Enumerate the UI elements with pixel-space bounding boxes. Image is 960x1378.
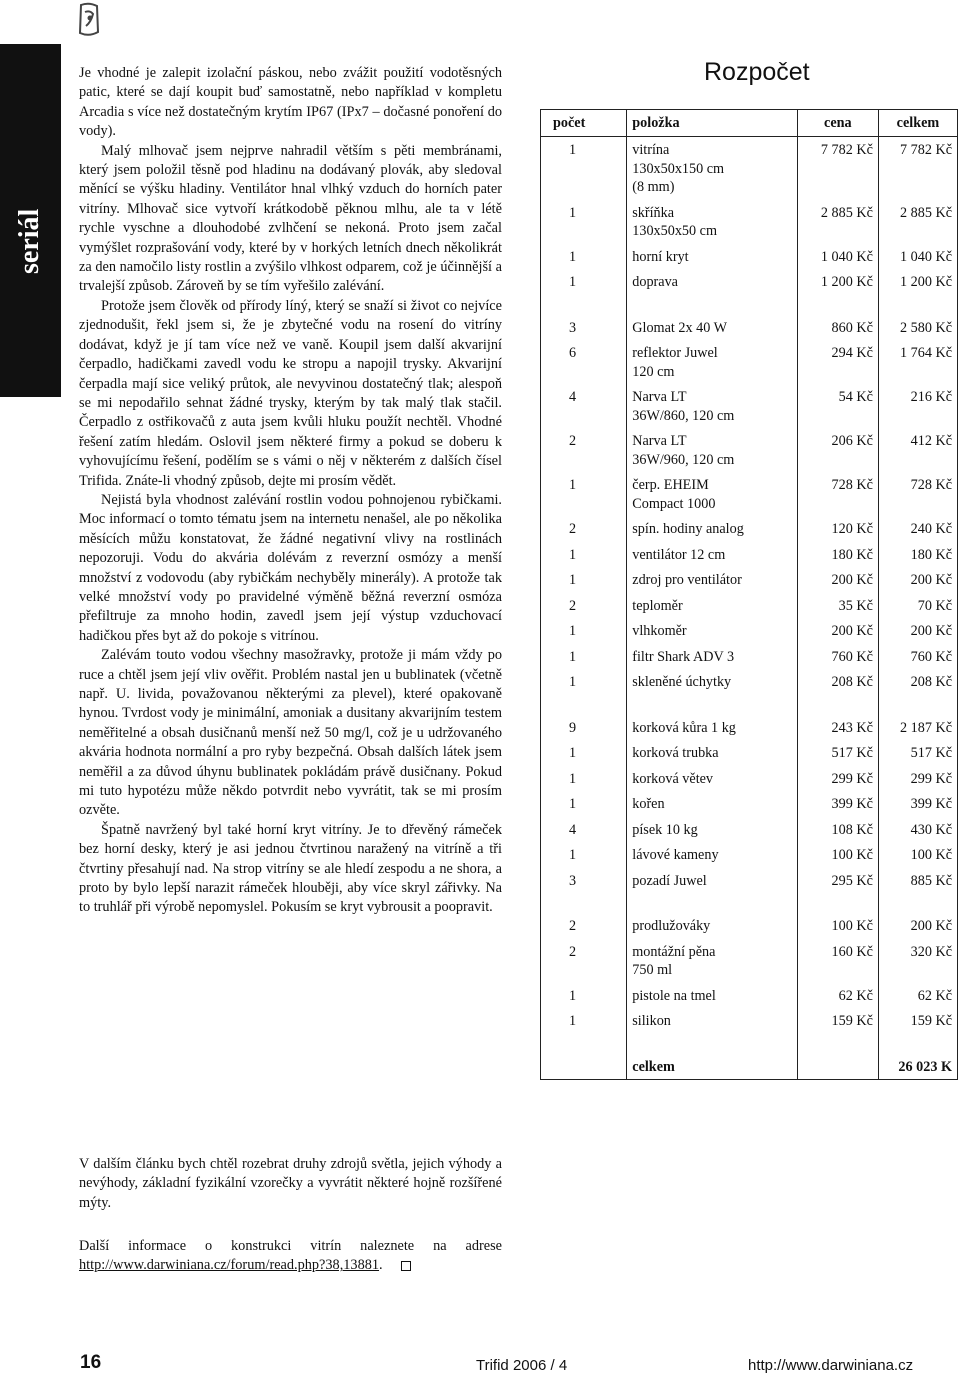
budget-row — [541, 715, 958, 741]
row-total: 62 Kč — [878, 983, 957, 1009]
row-count: 1 — [541, 618, 627, 644]
row-item — [627, 542, 797, 568]
article-paragraph: Špatně navržený byl také horní kryt vitríny. Je to dřevěný rámeček bez horní desky, který je asi jednou čtvrtinou naražený na vitríně a tři čtvrtiny přesahují nad. Na strop vitríny se ale hledí zespodu a ne shora, a proto by bylo lepší narazit rámeček hlouběji, aby více skryl zářivky. Na to truhlář při výrobě nepomyslel. Pokusím se kryt vybrousit a poopravit. — [79, 821, 502, 916]
spacer-cell — [797, 295, 878, 315]
section-tab-label: seriál — [14, 208, 45, 274]
row-count: 1 — [541, 791, 627, 817]
row-total: 1 040 Kč — [878, 244, 957, 270]
row-count: 1 — [541, 472, 627, 516]
row-count: 6 — [541, 340, 627, 384]
row-price: 7 782 Kč — [797, 137, 878, 200]
header-count: počet — [541, 110, 627, 137]
row-count: 1 — [541, 244, 627, 270]
article-paragraph: Protože jsem člověk od přírody líný, který se snaží si život co nejvíce zjednodušit, řekl jsem si, že je zbytečné vodu na rosení do vitríny dodávat, když je jí tam více než ve vaně. Koupil jsem další akvarijní čerpadlo, hadičkami zavedl vodu ke stropu a napojil trysky. Akvarijní čerpadla mají sice veliký průtok, ale nevyvinou dostatečný tlak; alespoň se mi nepodařilo sehnat žádné trysky, kterým by tak malý tlak stačil. Čerpadlo z ostřikovačů z auta jsem kvůli hluku použít nechtěl. Vhodné řešení zatím hledám. Oslovil jsem některé firmy a pokud se doberu k vyhovujícímu řešení, podělím se s vámi o něj v některém z dalších čísel Trifida. Znáte-li vhodný způsob, dejte mi prosím vědět. — [79, 297, 502, 489]
row-count: 2 — [541, 593, 627, 619]
section-tab — [0, 44, 61, 397]
row-count: 9 — [541, 715, 627, 741]
row-total: 200 Kč — [878, 567, 957, 593]
row-item — [627, 868, 797, 894]
spacer-cell — [627, 295, 797, 315]
budget-row — [541, 817, 958, 843]
row-count: 2 — [541, 516, 627, 542]
row-total: 240 Kč — [878, 516, 957, 542]
row-item-line: zdroj pro ventilátor — [632, 572, 742, 588]
budget-row — [541, 428, 958, 472]
row-item-line: horní kryt — [632, 248, 689, 265]
row-total: 728 Kč — [878, 472, 957, 516]
row-item — [627, 516, 797, 542]
row-price: 180 Kč — [797, 542, 878, 568]
budget-row — [541, 842, 958, 868]
trifid-logo-icon — [76, 2, 102, 38]
budget-row — [541, 913, 958, 939]
row-total: 70 Kč — [878, 593, 957, 619]
budget-row — [541, 618, 958, 644]
row-item — [627, 567, 797, 593]
spacer-cell — [878, 893, 957, 913]
spacer-cell — [541, 295, 627, 315]
spacer-cell — [878, 295, 957, 315]
row-total: 180 Kč — [878, 542, 957, 568]
row-price: 1 200 Kč — [797, 269, 878, 295]
row-item — [627, 269, 797, 295]
budget-row — [541, 644, 958, 670]
sum-total: 26 023 K — [878, 1054, 957, 1080]
article-paragraph: Nejistá byla vhodnost zalévání rostlin vodou pohnojenou rybičkami. Moc informací o tomto tématu jsem na internetu nenašel, ale po několika měsících můžu konstatovat, že žádné negativní vlivy na rostlinách nepozoruji. Vodu do akvária dolévám z reverzní osmózy a menší množství z vodovodu (aby rybičkám nechyběly minerály). A protože tak velké množství vody po pravidelné výměně běžná reverzní osmóza přefiltruje za mnoho hodin, zavedl jsem její výstup vzduchovací hadičkou přes byt až do pokoje s vitrínou. — [79, 491, 502, 644]
row-item-line: teploměr — [632, 597, 683, 614]
budget-row — [541, 472, 958, 516]
row-item — [627, 244, 797, 270]
budget-row — [541, 791, 958, 817]
article-body — [79, 64, 502, 918]
row-price: 243 Kč — [797, 715, 878, 741]
row-item-line: prodlužováky — [632, 918, 711, 934]
budget-row — [541, 939, 958, 983]
row-item — [627, 340, 797, 384]
row-total: 430 Kč — [878, 817, 957, 843]
budget-row — [541, 269, 958, 295]
row-total: 885 Kč — [878, 868, 957, 894]
row-item-line: 130x50x150 cm — [632, 160, 725, 177]
row-total: 320 Kč — [878, 939, 957, 983]
sum-label: celkem — [627, 1054, 797, 1080]
spacer-cell — [627, 1034, 797, 1054]
row-item — [627, 137, 797, 200]
budget-row — [541, 516, 958, 542]
row-price: 159 Kč — [797, 1008, 878, 1034]
row-item-line: 130x50x50 cm — [632, 223, 717, 239]
spacer-cell — [797, 1034, 878, 1054]
sum-price — [797, 1054, 878, 1080]
row-item — [627, 200, 797, 244]
budget-row — [541, 200, 958, 244]
row-item-line: pistole na tmel — [632, 987, 716, 1004]
budget-row — [541, 593, 958, 619]
row-item — [627, 791, 797, 817]
more-info-paragraph — [79, 1237, 502, 1276]
row-price: 108 Kč — [797, 817, 878, 843]
row-price: 1 040 Kč — [797, 244, 878, 270]
row-item-line: 36W/860, 120 cm — [632, 407, 735, 424]
row-count: 1 — [541, 766, 627, 792]
budget-row — [541, 766, 958, 792]
row-total: 299 Kč — [878, 766, 957, 792]
magazine-issue: Trifid 2006 / 4 — [476, 1357, 568, 1374]
spacer-cell — [797, 695, 878, 715]
spacer-cell — [797, 893, 878, 913]
row-price: 2 885 Kč — [797, 200, 878, 244]
article-paragraph: Zalévám touto vodou všechny masožravky, protože ji mám vždy po ruce a chtěl jsem její vliv ověřit. Problém nastal jen u bublinatek (včetně např. U. livida, považovanou některými za plevel), které opakovaně hynou. Tvrdost vody je minimální, amoniak a dusitany akvarijním testem neměřitelné a obsah dusičnanů menší než 50 mg/l, což je u udržovaného akvária hodnota normální a pro ryby bezpečná. Obsah dalších látek jsem neměřil a za důvod úhynu bublinatek pokládám právě dusičnany. Pokud mi tuto hypotézu může někdo potvrdit nebo vyvrátit, tak se mi prosím ozvěte. — [79, 647, 502, 819]
budget-row — [541, 567, 958, 593]
row-price: 54 Kč — [797, 384, 878, 428]
row-item — [627, 842, 797, 868]
row-total: 517 Kč — [878, 740, 957, 766]
budget-spacer-row — [541, 695, 958, 715]
row-count: 1 — [541, 740, 627, 766]
row-total: 7 782 Kč — [878, 137, 957, 200]
row-item — [627, 766, 797, 792]
sum-count — [541, 1054, 627, 1080]
row-item — [627, 384, 797, 428]
budget-spacer-row — [541, 1034, 958, 1054]
article-paragraph: Malý mlhovač jsem nejprve nahradil větším s pěti membránami, který jsem položil těsně pod hladinu na dodávaný plovák, aby sledoval měnící se výšku hladiny. Ventilátor hnal vlhký vzduch do horních pater vitríny. Mlhovač sice vytvoří krátkodobě pěknou mlhu, ale ta v létě rychle vyschne a dlouhodobé zvlhčení se nekoná. Proto jsem začal vymýšlet rozprašování vody, které by v horkých letních dnech několikrát za den namočilo listy rostlin a zvýšilo vlhkost odparem, což je účinnější a trvalejší způsob. Zároveň by se tím vyřešilo zalévání. — [79, 142, 502, 295]
row-price: 294 Kč — [797, 340, 878, 384]
row-item-line: Glomat 2x 40 W — [632, 319, 727, 336]
row-item — [627, 913, 797, 939]
row-price: 208 Kč — [797, 669, 878, 695]
row-item-line: lávové kameny — [632, 847, 719, 863]
closing-text: V dalším článku bych chtěl rozebrat druhy zdrojů světla, jejich výhody a nevýhody, základní fyzikální vzorečky a vyvrátit některé hojně rozšířené mýty. — [79, 1156, 502, 1211]
row-item — [627, 593, 797, 619]
row-price: 517 Kč — [797, 740, 878, 766]
row-item-line: korková větev — [632, 770, 714, 787]
row-item — [627, 644, 797, 670]
row-item-line: skleněné úchytky — [632, 674, 732, 690]
row-item-line: doprava — [632, 274, 678, 290]
budget-row — [541, 340, 958, 384]
row-total: 760 Kč — [878, 644, 957, 670]
row-price: 100 Kč — [797, 913, 878, 939]
page-number: 16 — [80, 1352, 102, 1373]
budget-header-row — [541, 110, 958, 137]
row-price: 100 Kč — [797, 842, 878, 868]
row-item — [627, 428, 797, 472]
row-item — [627, 983, 797, 1009]
row-total: 1 764 Kč — [878, 340, 957, 384]
end-of-article-icon — [401, 1261, 411, 1271]
row-item-line: spín. hodiny analog — [632, 521, 744, 537]
row-item-line: ventilátor 12 cm — [632, 546, 726, 563]
row-count: 1 — [541, 669, 627, 695]
row-item-line: reflektor Juwel — [632, 345, 718, 361]
row-total: 216 Kč — [878, 384, 957, 428]
header-total: celkem — [878, 110, 957, 137]
row-price: 120 Kč — [797, 516, 878, 542]
row-total: 200 Kč — [878, 618, 957, 644]
more-info-text: Další informace o konstrukci vitrín naleznete na adrese — [79, 1238, 502, 1254]
forum-link[interactable]: http://www.darwiniana.cz/forum/read.php?38,13881 — [79, 1257, 380, 1274]
row-count: 2 — [541, 913, 627, 939]
row-item — [627, 315, 797, 341]
budget-row — [541, 1008, 958, 1034]
spacer-cell — [627, 893, 797, 913]
row-count: 2 — [541, 428, 627, 472]
row-price: 860 Kč — [797, 315, 878, 341]
row-item-line: 750 ml — [632, 962, 673, 978]
article-paragraph: Je vhodné je zalepit izolační páskou, nebo zvážit použití vodotěsných patic, které se dají koupit buď samostatně, nebo například v kompletu Arcadia s více než dostatečným krytím IP67 (IPx7 – dočasné ponoření do vody). — [79, 65, 502, 140]
row-item-line: 120 cm — [632, 363, 675, 380]
row-item — [627, 817, 797, 843]
row-item — [627, 939, 797, 983]
row-count: 1 — [541, 137, 627, 200]
budget-body — [541, 137, 958, 1080]
row-item-line: vitrína — [632, 142, 670, 158]
spacer-cell — [541, 1034, 627, 1054]
row-count: 1 — [541, 1008, 627, 1034]
row-item-line: písek 10 kg — [632, 821, 698, 838]
row-count: 1 — [541, 542, 627, 568]
row-price: 728 Kč — [797, 472, 878, 516]
budget-row — [541, 983, 958, 1009]
row-count: 1 — [541, 567, 627, 593]
row-total: 208 Kč — [878, 669, 957, 695]
budget-row — [541, 137, 958, 200]
row-price: 760 Kč — [797, 644, 878, 670]
row-total: 399 Kč — [878, 791, 957, 817]
closing-paragraph — [79, 1155, 502, 1213]
row-item — [627, 618, 797, 644]
row-price: 399 Kč — [797, 791, 878, 817]
row-total: 2 885 Kč — [878, 200, 957, 244]
row-total: 1 200 Kč — [878, 269, 957, 295]
row-price: 200 Kč — [797, 567, 878, 593]
row-item-line: (8 mm) — [632, 179, 675, 195]
row-item-line: Narva LT — [632, 389, 687, 405]
row-count: 4 — [541, 384, 627, 428]
row-count: 1 — [541, 644, 627, 670]
row-item-line: kořen — [632, 796, 665, 812]
row-item — [627, 472, 797, 516]
row-item-line: skříňka — [632, 204, 675, 221]
row-count: 3 — [541, 868, 627, 894]
row-item-line: vlhkoměr — [632, 623, 687, 639]
budget-row — [541, 244, 958, 270]
header-item: položka — [627, 110, 797, 137]
row-item-line: montážní pěna — [632, 943, 716, 960]
budget-table — [540, 109, 958, 1080]
budget-sum-row — [541, 1054, 958, 1080]
budget-spacer-row — [541, 893, 958, 913]
row-item-line: čerp. EHEIM — [632, 477, 709, 493]
budget-title: Rozpočet — [704, 58, 810, 86]
spacer-cell — [878, 695, 957, 715]
row-item-line: 36W/960, 120 cm — [632, 451, 735, 468]
row-item — [627, 715, 797, 741]
spacer-cell — [878, 1034, 957, 1054]
row-count: 1 — [541, 983, 627, 1009]
row-total: 412 Kč — [878, 428, 957, 472]
row-price: 200 Kč — [797, 618, 878, 644]
more-info-end: . — [379, 1257, 383, 1274]
footer-url: http://www.darwiniana.cz — [748, 1357, 914, 1374]
budget-row — [541, 669, 958, 695]
row-total: 2 580 Kč — [878, 315, 957, 341]
row-item-line: filtr Shark ADV 3 — [632, 648, 735, 665]
row-total: 2 187 Kč — [878, 715, 957, 741]
row-total: 159 Kč — [878, 1008, 957, 1034]
row-total: 200 Kč — [878, 913, 957, 939]
row-count: 4 — [541, 817, 627, 843]
row-item-line: korková kůra 1 kg — [632, 719, 736, 736]
spacer-cell — [541, 695, 627, 715]
row-price: 160 Kč — [797, 939, 878, 983]
header-price: cena — [797, 110, 878, 137]
row-count: 1 — [541, 200, 627, 244]
row-item-line: Compact 1000 — [632, 495, 716, 512]
row-price: 206 Kč — [797, 428, 878, 472]
spacer-cell — [541, 893, 627, 913]
row-item — [627, 740, 797, 766]
row-count: 2 — [541, 939, 627, 983]
budget-row — [541, 868, 958, 894]
budget-spacer-row — [541, 295, 958, 315]
budget-row — [541, 384, 958, 428]
row-price: 62 Kč — [797, 983, 878, 1009]
row-count: 1 — [541, 269, 627, 295]
budget-row — [541, 315, 958, 341]
row-item-line: pozadí Juwel — [632, 872, 707, 889]
row-price: 35 Kč — [797, 593, 878, 619]
row-total: 100 Kč — [878, 842, 957, 868]
row-item-line: silikon — [632, 1013, 671, 1029]
row-price: 295 Kč — [797, 868, 878, 894]
row-count: 1 — [541, 842, 627, 868]
row-item — [627, 1008, 797, 1034]
row-item-line: Narva LT — [632, 433, 687, 449]
budget-row — [541, 542, 958, 568]
budget-row — [541, 740, 958, 766]
row-item-line: korková trubka — [632, 745, 719, 761]
row-item — [627, 669, 797, 695]
spacer-cell — [627, 695, 797, 715]
row-price: 299 Kč — [797, 766, 878, 792]
row-count: 3 — [541, 315, 627, 341]
